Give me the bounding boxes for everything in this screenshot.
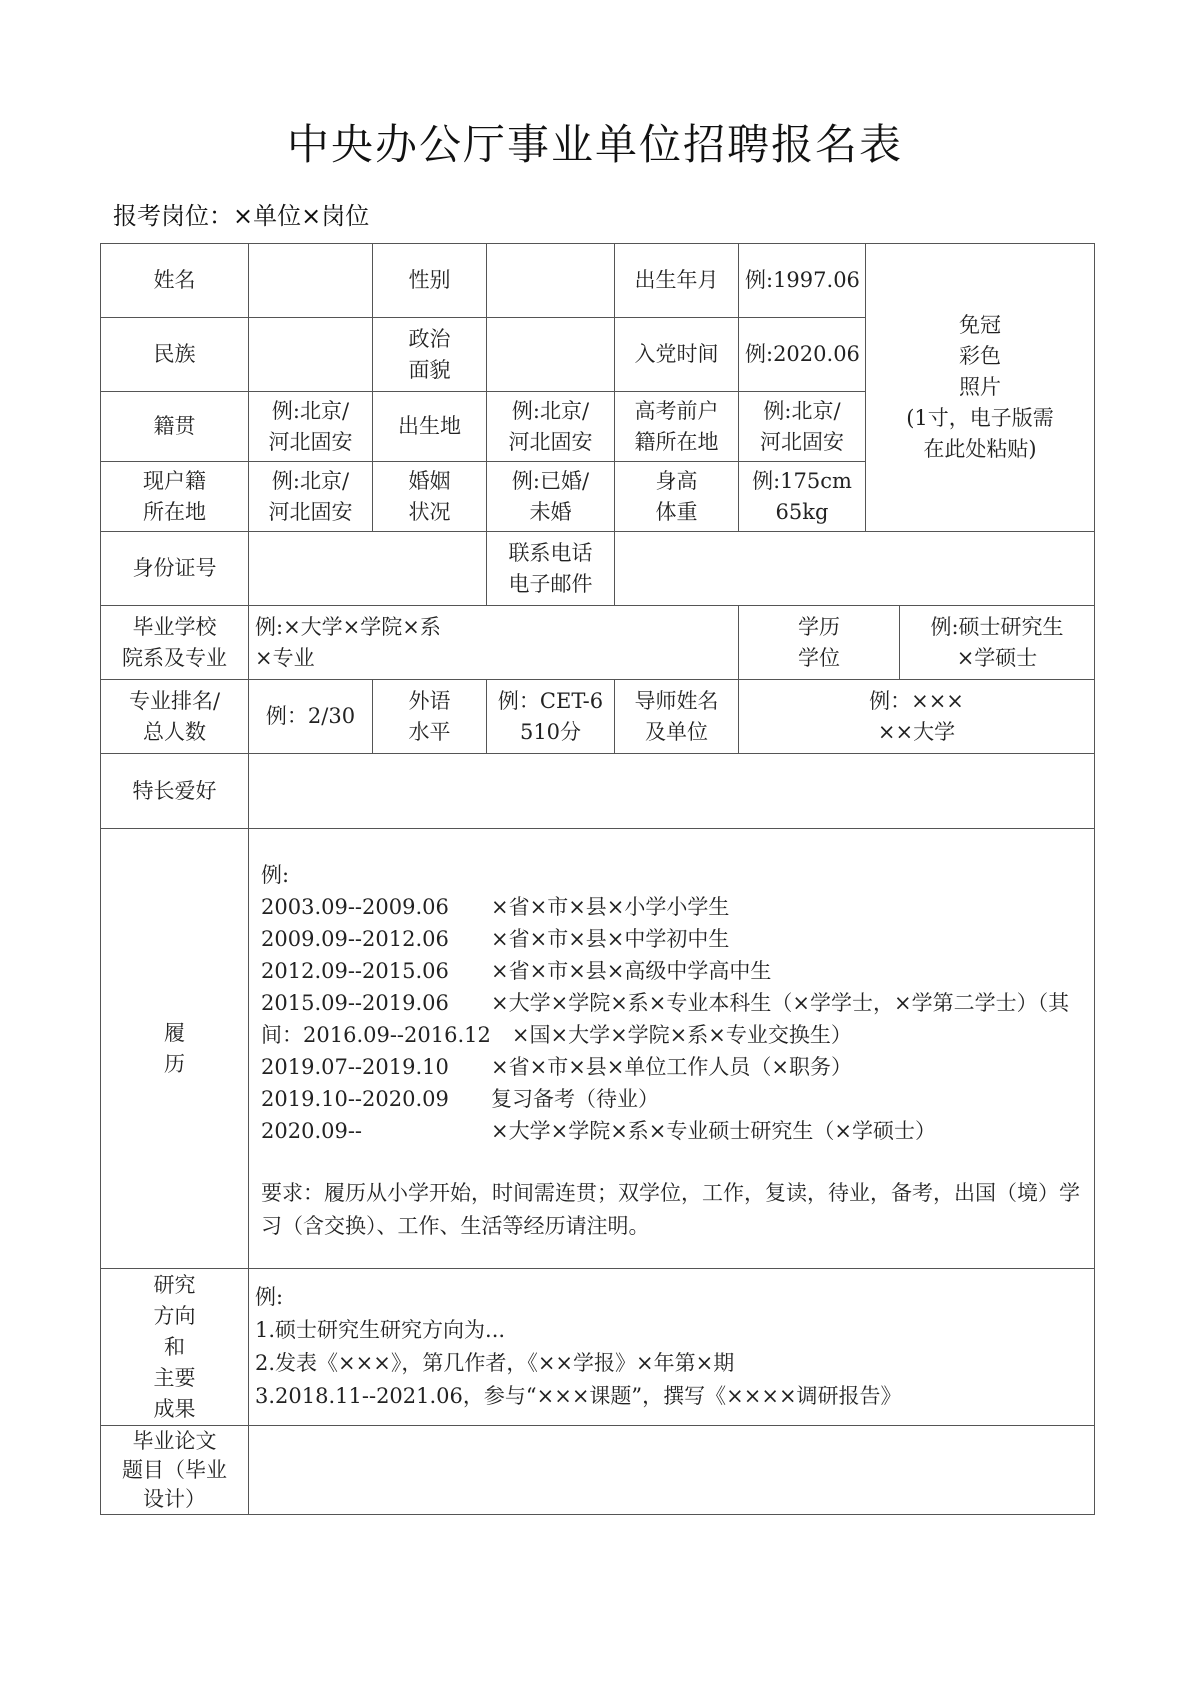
resume-date: 2009.09--2012.06: [261, 926, 449, 951]
language-field[interactable]: 例：CET-6 510分: [487, 680, 615, 754]
resume-date: 2019.10--2020.09: [261, 1086, 449, 1111]
resume-date: 2020.09--: [261, 1118, 363, 1143]
name-label: 姓名: [101, 244, 249, 318]
school-field[interactable]: 例:×大学×学院×系 ×专业: [249, 606, 739, 680]
resume-text: ×省×市×县×小学小学生: [491, 894, 730, 919]
resume-intro: 例:: [261, 862, 290, 887]
resume-text: ×省×市×县×高级中学高中生: [491, 958, 772, 983]
hobby-label: 特长爱好: [101, 754, 249, 829]
party-date-label: 入党时间: [615, 318, 739, 392]
resume-text: ×大学×学院×系×专业本科生（×学学士，×学第二学士）（其间：2016.09--2016.12 ×国×大学×学院×系×专业交换生）: [261, 990, 1070, 1047]
resume-entry: [261, 891, 1094, 923]
advisor-field[interactable]: 例：××× ××大学: [739, 680, 1095, 754]
resume-text: ×省×市×县×中学初中生: [491, 926, 730, 951]
marital-label: 婚姻 状况: [373, 462, 487, 532]
contact-field[interactable]: [615, 532, 1095, 606]
resume-field[interactable]: [249, 829, 1095, 1269]
research-field[interactable]: 例: 1.硕士研究生研究方向为... 2.发表《×××》，第几作者，《××学报》×年第×期 3.2018.11--2021.06，参与“×××课题”，撰写《××××调研报告》: [249, 1269, 1095, 1426]
resume-label: 履 历: [101, 829, 249, 1269]
hukou-before-field[interactable]: 例:北京/ 河北固安: [739, 392, 866, 462]
advisor-label: 导师姓名 及单位: [615, 680, 739, 754]
political-status-field[interactable]: [487, 318, 615, 392]
contact-label: 联系电话 电子邮件: [487, 532, 615, 606]
form-title: 中央办公厅事业单位招聘报名表: [286, 120, 903, 169]
political-status-label: 政治 面貌: [373, 318, 487, 392]
language-label: 外语 水平: [373, 680, 487, 754]
gender-field[interactable]: [487, 244, 615, 318]
resume-date: 2019.07--2019.10: [261, 1054, 449, 1079]
resume-text: ×大学×学院×系×专业硕士研究生（×学硕士）: [491, 1118, 936, 1143]
resume-entry: [261, 987, 1094, 1051]
ethnic-label: 民族: [101, 318, 249, 392]
rank-label: 专业排名/ 总人数: [101, 680, 249, 754]
resume-date: 2003.09--2009.06: [261, 894, 449, 919]
resume-text: ×省×市×县×单位工作人员（×职务）: [491, 1054, 852, 1079]
resume-date: 2012.09--2015.06: [261, 958, 449, 983]
resume-date: 2015.09--2019.06: [261, 990, 449, 1015]
school-label: 毕业学校 院系及专业: [101, 606, 249, 680]
gender-label: 性别: [373, 244, 487, 318]
ethnic-field[interactable]: [249, 318, 373, 392]
resume-requirement: 要求：履历从小学开始，时间需连贯；双学位，工作，复读，待业，备考，出国（境）学习（含交换）、工作、生活等经历请注明。: [261, 1180, 1080, 1238]
hukou-now-field[interactable]: 例:北京/ 河北固安: [249, 462, 373, 532]
resume-entry: [261, 1083, 1094, 1115]
resume-entry: [261, 923, 1094, 955]
party-date-field[interactable]: 例:2020.06: [739, 318, 866, 392]
native-place-label: 籍贯: [101, 392, 249, 462]
birth-date-field[interactable]: 例:1997.06: [739, 244, 866, 318]
resume-entry: [261, 955, 1094, 987]
height-weight-label: 身高 体重: [615, 462, 739, 532]
birthplace-label: 出生地: [373, 392, 487, 462]
thesis-field[interactable]: [249, 1426, 1095, 1515]
application-form-table: [100, 243, 1095, 1515]
hobby-field[interactable]: [249, 754, 1095, 829]
id-number-label: 身份证号: [101, 532, 249, 606]
degree-field[interactable]: 例:硕士研究生 ×学硕士: [900, 606, 1095, 680]
thesis-label: 毕业论文 题目（毕业 设计）: [101, 1426, 249, 1515]
id-number-field[interactable]: [249, 532, 487, 606]
hukou-now-label: 现户籍 所在地: [101, 462, 249, 532]
resume-entry: [261, 1051, 1094, 1083]
rank-field[interactable]: 例：2/30: [249, 680, 373, 754]
research-label: 研究 方向 和 主要 成果: [101, 1269, 249, 1426]
birth-date-label: 出生年月: [615, 244, 739, 318]
name-field[interactable]: [249, 244, 373, 318]
photo-box[interactable]: 免冠 彩色 照片 (1寸，电子版需 在此处粘贴): [866, 244, 1095, 532]
marital-field[interactable]: 例:已婚/ 未婚: [487, 462, 615, 532]
applied-position: 报考岗位：×单位×岗位: [113, 202, 370, 230]
hukou-before-label: 高考前户 籍所在地: [615, 392, 739, 462]
native-place-field[interactable]: 例:北京/ 河北固安: [249, 392, 373, 462]
resume-entry: [261, 1115, 1094, 1147]
birthplace-field[interactable]: 例:北京/ 河北固安: [487, 392, 615, 462]
degree-label: 学历 学位: [739, 606, 900, 680]
resume-text: 复习备考（待业）: [491, 1086, 659, 1111]
height-weight-field[interactable]: 例:175cm 65kg: [739, 462, 866, 532]
